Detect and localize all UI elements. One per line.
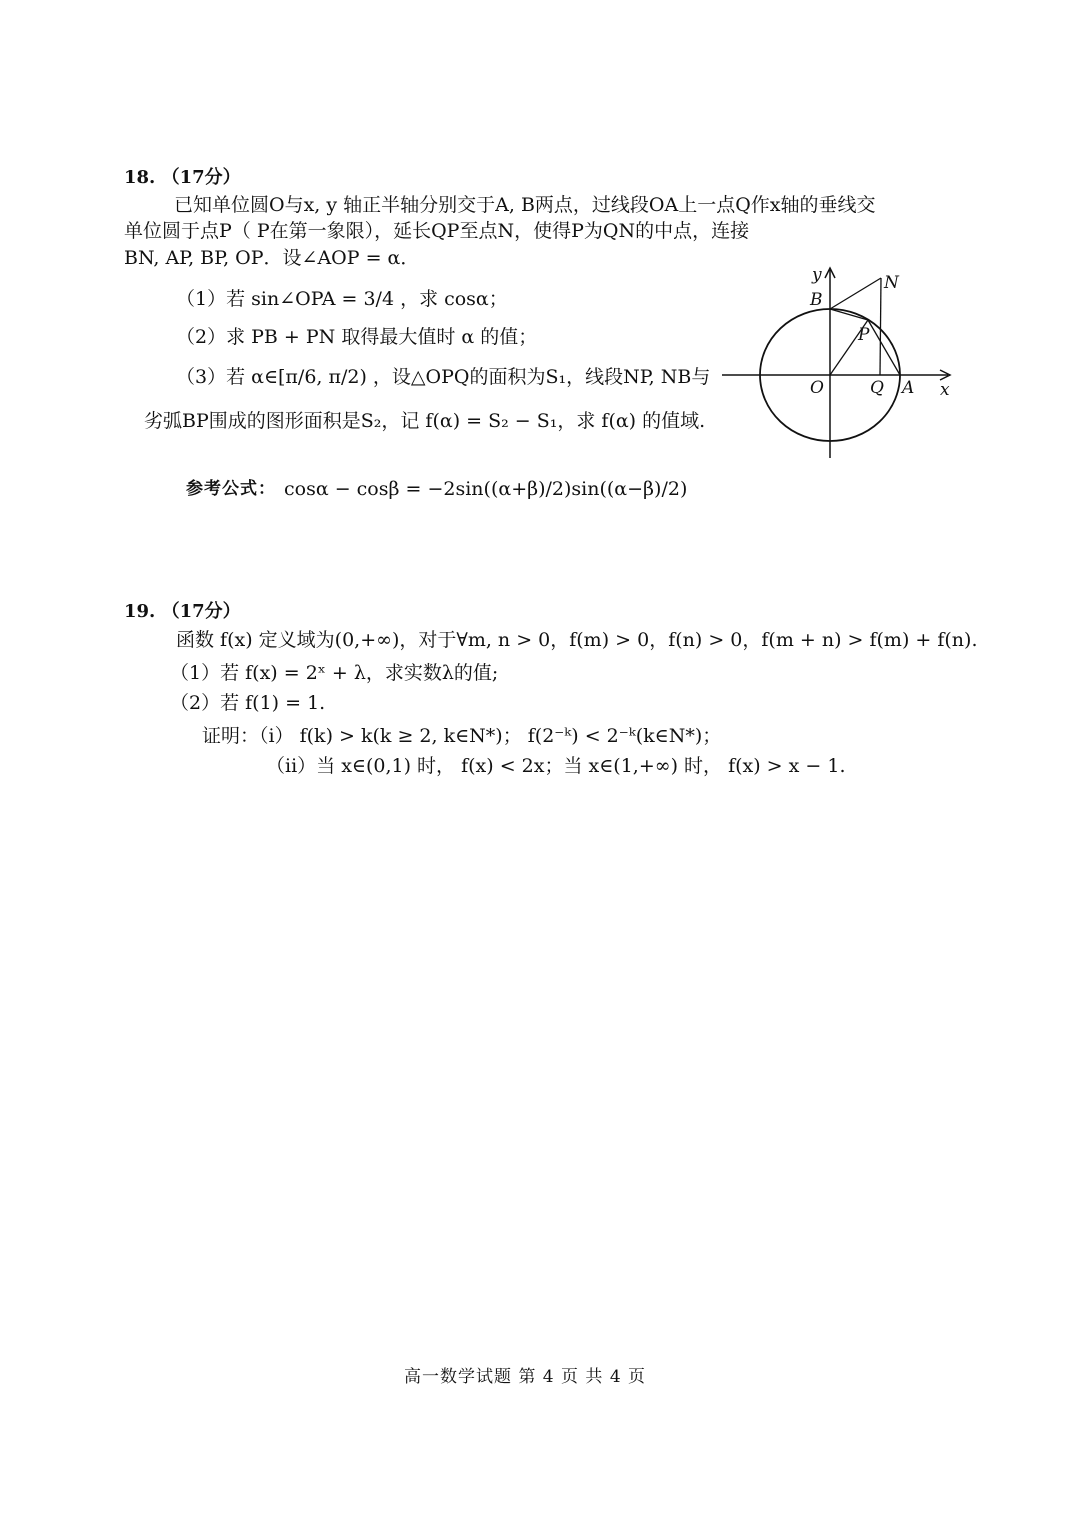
q18-stem-line2: 单位圆于点P（ P在第一象限），延长QP至点N，使得P为QN的中点，连接 [124,220,750,242]
q18-header: 18. （17分） [124,167,241,188]
q19-stem: 函数 f(x) 定义域为(0,+∞)，对于∀m, n > 0，f(m) > 0，f(n) > 0，f(m + n) > f(m) + f(n). [176,629,978,651]
q18-stem-line3: BN, AP, BP, OP．设∠AOP = α． [124,247,420,269]
segment-AP [868,320,900,375]
q18-part1: （1）若 sin∠OPA = 3/4 ，求 cosα； [176,288,508,310]
label-x: x [940,380,950,400]
label-Q: Q [870,378,884,398]
q18-stem-line1: 已知单位圆O与x, y 轴正半轴分别交于A, B两点，过线段OA上一点Q作x轴的垂线交 [174,194,876,216]
q19-header: 19. （17分） [124,601,241,622]
segment-BN [830,278,881,309]
q19-part2: （2）若 f(1) = 1. [170,692,326,714]
unit-circle-figure [718,262,958,462]
label-O: O [810,378,824,398]
q18-reference-formula: cosα − cosβ = −2sin((α+β)/2)sin((α−β)/2) [284,478,688,500]
label-P: P [858,325,870,345]
q18-reference-label: 参考公式： [186,479,276,499]
segment-QN [880,278,881,375]
q19-proof-i: 证明：（i） f(k) > k(k ≥ 2, k∈N*)； f(2⁻ᵏ) < 2⁻ᵏ(k∈N*)； [202,725,722,747]
label-y: y [812,265,822,285]
q18-part3-line1: （3）若 α∈[π/6, π/2) ，设△OPQ的面积为S₁，线段NP, NB与 [176,366,711,388]
q19-proof-ii: （ii）当 x∈(0,1) 时， f(x) < 2x；当 x∈(1,+∞) 时， f(x) > x − 1. [266,755,846,777]
q18-part3-line2: 劣弧BP围成的图形面积是S₂，记 f(α) = S₂ − S₁，求 f(α) 的值域. [144,410,706,432]
q18-part2: （2）求 PB + PN 取得最大值时 α 的值； [176,326,538,348]
label-A: A [902,378,915,398]
q19-part1: （1）若 f(x) = 2ˣ + λ，求实数λ的值; [170,662,499,684]
label-N: N [884,273,899,293]
page-footer: 高一数学试题 第 4 页 共 4 页 [404,1367,647,1387]
label-B: B [810,290,823,310]
